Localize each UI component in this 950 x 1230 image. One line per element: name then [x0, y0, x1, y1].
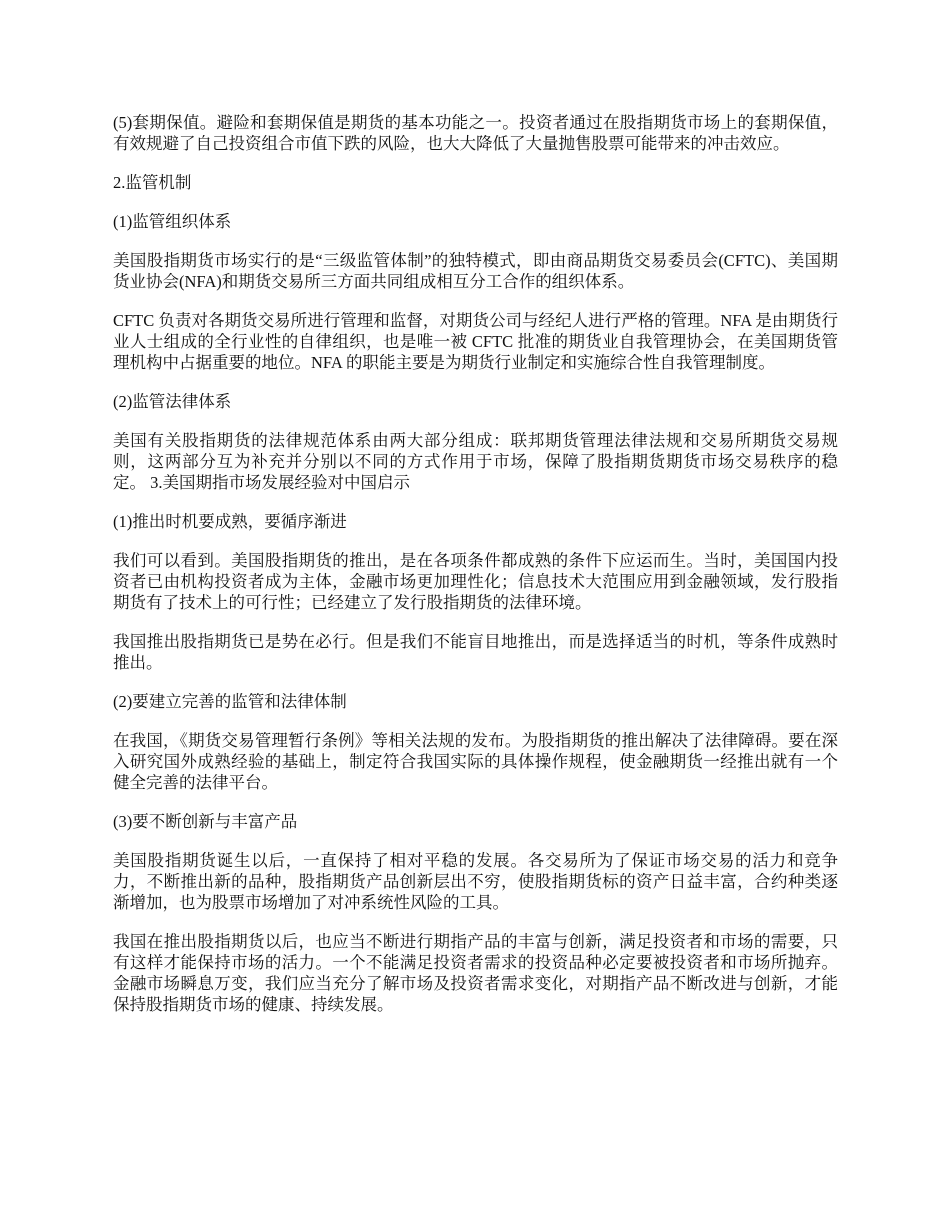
subheading-regulatory-legal: (2)要建立完善的监管和法律体制: [113, 692, 347, 711]
paragraph-china-regulations: 在我国，《期货交易管理暂行条例》等相关法规的发布。为股指期货的推出解决了法律障碍。要在深入研究国外成熟经验的基础上，制定符合我国实际的具体操作规程，使金融期货一经推出就有一个健全完善的法律平台。: [113, 731, 838, 792]
subheading-regulatory-organization: (1)监管组织体系: [113, 212, 232, 231]
subheading-innovation: (3)要不断创新与丰富产品: [113, 812, 298, 831]
subheading-timing: (1)推出时机要成熟，要循序渐进: [113, 512, 347, 531]
section-heading-regulation: 2.监管机制: [113, 173, 192, 192]
paragraph-cftc-nfa: CFTC 负责对各期货交易所进行管理和监督，对期货公司与经纪人进行严格的管理。NFA 是由期货行业人士组成的全行业性的自律组织，也是唯一被 CFTC 批准的期货业自我管理协会，在美国期货管理机构中占据重要的地位。NFA 的职能主要是为期货行业制定和实施综合性自我管理制度。: [113, 311, 838, 372]
paragraph-hedging: (5)套期保值。避险和套期保值是期货的基本功能之一。投资者通过在股指期货市场上的套期保值，有效规避了自己投资组合市值下跌的风险，也大大降低了大量抛售股票可能带来的冲击效应。: [113, 113, 838, 153]
paragraph-china-launch: 我国推出股指期货已是势在必行。但是我们不能盲目地推出，而是选择适当的时机，等条件成熟时推出。: [113, 632, 838, 672]
document-body: [113, 112, 838, 1033]
paragraph-us-launch-conditions: 我们可以看到。美国股指期货的推出，是在各项条件都成熟的条件下应运而生。当时，美国国内投资者已由机构投资者成为主体，金融市场更加理性化；信息技术大范围应用到金融领域，发行股指期货有了技术上的可行性；已经建立了发行股指期货的法律环境。: [113, 551, 838, 612]
paragraph-china-innovation: 我国在推出股指期货以后，也应当不断进行期指产品的丰富与创新，满足投资者和市场的需要，只有这样才能保持市场的活力。一个不能满足投资者需求的投资品种必定要被投资者和市场所抛弃。金融市场瞬息万变，我们应当充分了解市场及投资者需求变化，对期指产品不断改进与创新，才能保持股指期货市场的健康、持续发展。: [113, 932, 838, 1014]
paragraph-three-tier-regulation: 美国股指期货市场实行的是“三级监管体制”的独特模式，即由商品期货交易委员会(CFTC)、美国期货业协会(NFA)和期货交易所三方面共同组成相互分工合作的组织体系。: [113, 251, 838, 291]
paragraph-us-innovation: 美国股指期货诞生以后，一直保持了相对平稳的发展。各交易所为了保证市场交易的活力和竞争力，不断推出新的品种，股指期货产品创新层出不穷，使股指期货标的资产日益丰富，合约种类逐渐增加，也为股票市场增加了对冲系统性风险的工具。: [113, 851, 838, 912]
subheading-legal-system: (2)监管法律体系: [113, 392, 232, 411]
paragraph-legal-framework: 美国有关股指期货的法律规范体系由两大部分组成：联邦期货管理法律法规和交易所期货交易规则，这两部分互为补充并分别以不同的方式作用于市场，保障了股指期货期货市场交易秩序的稳定。 3.美国期指市场发展经验对中国启示: [113, 431, 838, 492]
